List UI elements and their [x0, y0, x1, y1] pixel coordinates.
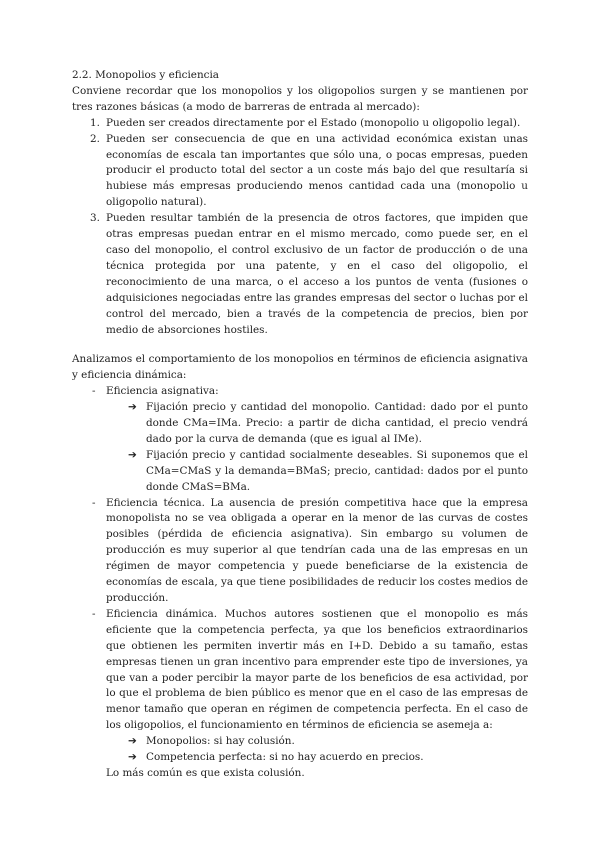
asignativa-sublist	[72, 400, 528, 495]
list-item-text: Pueden resultar también de la presencia de otros factores, que impiden que otras empresas puedan entrar en el mismo mercado, como puede ser, en el caso del monopolio, el control exclusivo de un factor de producción o de una técnica protegida por una patente, y en el caso del oligopolio, el reconocimiento de una marca, o el acceso a los puntos de venta (fusiones o adquisiciones negociadas entre las grandes empresas del sector o luchas por el control del mercado, bien a través de la competencia de precios, bien por medio de absorciones hostiles.	[106, 212, 528, 336]
list-number: 2.	[90, 132, 100, 145]
arrow-icon: ➔	[128, 735, 137, 748]
reasons-list	[72, 116, 528, 339]
efficiency-asignativa-label: Eficiencia asignativa:	[106, 385, 219, 398]
list-item-text: Monopolios: si hay colusión.	[146, 735, 295, 748]
list-item	[72, 448, 528, 496]
dash-bullet: -	[92, 607, 96, 620]
list-number: 3.	[90, 212, 100, 225]
spacer	[72, 338, 528, 352]
list-item-text: Fijación precio y cantidad del monopolio. Cantidad: dado por el punto donde CMa=IMa. Precio: a partir de dicha cantidad, el precio vendrá dado por la curva de demanda (que es igual al IMe).	[146, 401, 528, 445]
efficiency-asignativa-item	[72, 384, 528, 495]
list-item	[72, 211, 528, 338]
efficiency-dinamica-text: Eficiencia dinámica. Muchos autores sostienen que el monopolio es más eficiente que la competencia perfecta, ya que los beneficios extraordinarios que obtienen les permiten invertir más en I+D. Debido a su tamaño, estas empresas tienen un gran incentivo para emprender este tipo de inversiones, ya que van a poder percibir la mayor parte de los beneficios de esa actividad, por lo que el problema de bien público es menor que en el caso de las empresas de menor tamaño que operan en régimen de competencia perfecta. En el caso de los oligopolios, el funcionamiento en términos de eficiencia se asemeja a:	[106, 607, 528, 732]
list-item-text: Pueden ser creados directamente por el Estado (monopolio u oligopolio legal).	[106, 116, 521, 129]
arrow-icon: ➔	[128, 401, 137, 414]
list-item-text: Fijación precio y cantidad socialmente deseables. Si suponemos que el CMa=CMaS y la demanda=BMaS; precio, cantidad: dados por el punto donde CMaS=BMa.	[146, 448, 528, 493]
dash-bullet: -	[92, 385, 96, 398]
list-item	[72, 400, 528, 448]
list-item	[72, 116, 528, 132]
section-heading: 2.2. Monopolios y eficiencia	[72, 69, 219, 81]
efficiency-list	[72, 384, 528, 766]
list-item	[72, 750, 528, 766]
dash-bullet: -	[92, 496, 96, 509]
efficiency-tecnica-item	[72, 496, 528, 607]
intro-paragraph: Conviene recordar que los monopolios y los oligopolios surgen y se mantienen por tres razones básicas (a modo de barreras de entrada al mercado):	[72, 84, 528, 113]
arrow-icon: ➔	[128, 751, 137, 764]
dinamica-sublist	[72, 734, 528, 766]
conclusion-text: Lo más común es que exista colusión.	[106, 766, 305, 779]
list-number: 1.	[90, 116, 100, 129]
list-item-text: Competencia perfecta: si no hay acuerdo en precios.	[146, 751, 424, 764]
list-item	[72, 132, 528, 212]
efficiency-dinamica-item	[72, 607, 528, 766]
efficiency-tecnica-text: Eficiencia técnica. La ausencia de presión competitiva hace que la empresa monopolista no se vea obligada a operar en la menor de las curvas de costes posibles (pérdida de eficiencia asignativa). Sin embargo su volumen de producción es muy superior al que tendrían cada una de las empresas en un régimen de mayor competencia y puede beneficiarse de la existencia de economías de escala, ya que tiene posibilidades de reducir los costes medios de producción.	[106, 496, 528, 604]
arrow-icon: ➔	[128, 448, 137, 461]
list-item-text: Pueden ser consecuencia de que en una actividad económica existan unas economías de escala tan importantes que sólo una, o pocas empresas, pueden producir el producto total del sector a un coste más bajo del que resultaría si hubiese más empresas produciendo menos cantidad cada una (monopolio u oligopolio natural).	[106, 132, 528, 209]
list-item	[72, 734, 528, 750]
analysis-intro: Analizamos el comportamiento de los monopolios en términos de eficiencia asignativa y eficiencia dinámica:	[72, 353, 528, 382]
document-page	[72, 68, 528, 782]
